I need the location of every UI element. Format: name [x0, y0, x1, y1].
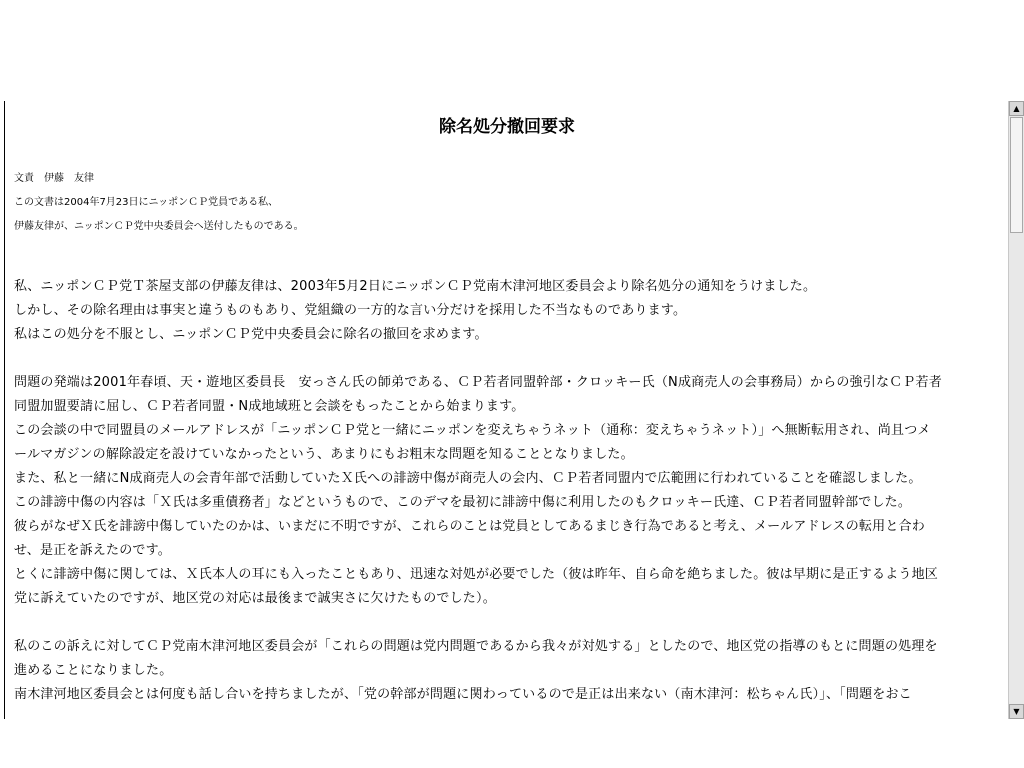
text-line: しかし、その除名理由は事実と違うものもあり、党組織の一方的な言い分だけを採用した不当なものであります。 [14, 303, 687, 318]
text-line: この会談の中で同盟員のメールアドレスが「ニッポンＣＰ党と一緒にニッポンを変えちゃうネット（通称：変えちゃうネット）」へ無断転用され、尚且つメ [14, 423, 931, 438]
arrow-up-icon: ▲ [1013, 103, 1020, 113]
text-line: この誹謗中傷の内容は「Ｘ氏は多重債務者」などというもので、このデマを最初に誹謗中傷に利用したのもクロッキー氏達、ＣＰ若者同盟幹部でした。 [14, 495, 912, 510]
text-line: また、私と一緒にN成商売人の会青年部で活動していたＸ氏への誹謗中傷が商売人の会内、ＣＰ若者同盟内で広範囲に行われていることを確認しました。 [14, 471, 922, 486]
text-line: ールマガジンの解除設定を設けていなかったという、あまりにもお粗末な問題を知ることとなりました。 [14, 447, 634, 462]
meta-line: この文書は2004年7月23日にニッポンＣＰ党員である私、 [14, 197, 279, 208]
text-line: 党に訴えていたのですが、地区党の対応は最後まで誠実さに欠けたものでした）。 [14, 591, 496, 606]
text-line: 南木津河地区委員会とは何度も話し合いを持ちましたが、「党の幹部が問題に関わっているので是正は出来ない（南木津河：松ちゃん氏）」、「問題をおこ [14, 687, 912, 702]
vertical-scrollbar[interactable] [1008, 101, 1024, 719]
scroll-down-button[interactable] [1009, 704, 1024, 719]
text-line: 問題の発端は2001年春頃、天・遊地区委員長 安っさん氏の師弟である、ＣＰ若者同盟幹部・クロッキー氏（N成商売人の会事務局）からの強引なＣＰ若者 [14, 375, 942, 390]
document-content [14, 101, 1000, 719]
meta-line: 伊藤友律が、ニッポンＣＰ党中央委員会へ送付したものである。 [14, 221, 304, 232]
scroll-up-button[interactable] [1009, 101, 1024, 116]
text-line: とくに誹謗中傷に関しては、Ｘ氏本人の耳にも入ったこともあり、迅速な対処が必要でした（彼は昨年、自ら命を絶ちました。彼は早期に是正するよう地区 [14, 567, 939, 582]
text-line: 私、ニッポンＣＰ党Ｔ茶屋支部の伊藤友律は、2003年5月2日にニッポンＣＰ党南木津河地区委員会より除名処分の通知をうけました。 [14, 279, 817, 294]
document-meta [14, 167, 1000, 239]
text-line: 進めることになりました。 [14, 663, 173, 678]
text-line: 彼らがなぜＸ氏を誹謗中傷していたのかは、いまだに不明ですが、これらのことは党員としてあるまじき行為であると考え、メールアドレスの転用と合わ [14, 519, 925, 534]
text-line: 私のこの訴えに対してＣＰ党南木津河地区委員会が「これらの問題は党内問題であるから我々が対処する」としたので、地区党の指導のもとに問題の処理を [14, 639, 938, 654]
document-title: 除名処分撤回要求 [439, 117, 575, 137]
paragraph [14, 275, 1000, 347]
arrow-down-icon: ▼ [1013, 706, 1020, 716]
scroll-thumb[interactable] [1010, 117, 1023, 233]
text-line: せ、是正を訴えたのです。 [14, 543, 171, 558]
paragraph [14, 371, 1000, 611]
paragraph [14, 635, 1000, 707]
author-line: 文責 伊藤 友律 [14, 173, 94, 184]
document-body [14, 275, 1000, 707]
document-frame [4, 101, 1009, 719]
text-line: 私はこの処分を不服とし、ニッポンＣＰ党中央委員会に除名の撤回を求めます。 [14, 327, 488, 342]
text-line: 同盟加盟要請に屈し、ＣＰ若者同盟・N成地域班と会談をもったことから始まります。 [14, 399, 525, 414]
